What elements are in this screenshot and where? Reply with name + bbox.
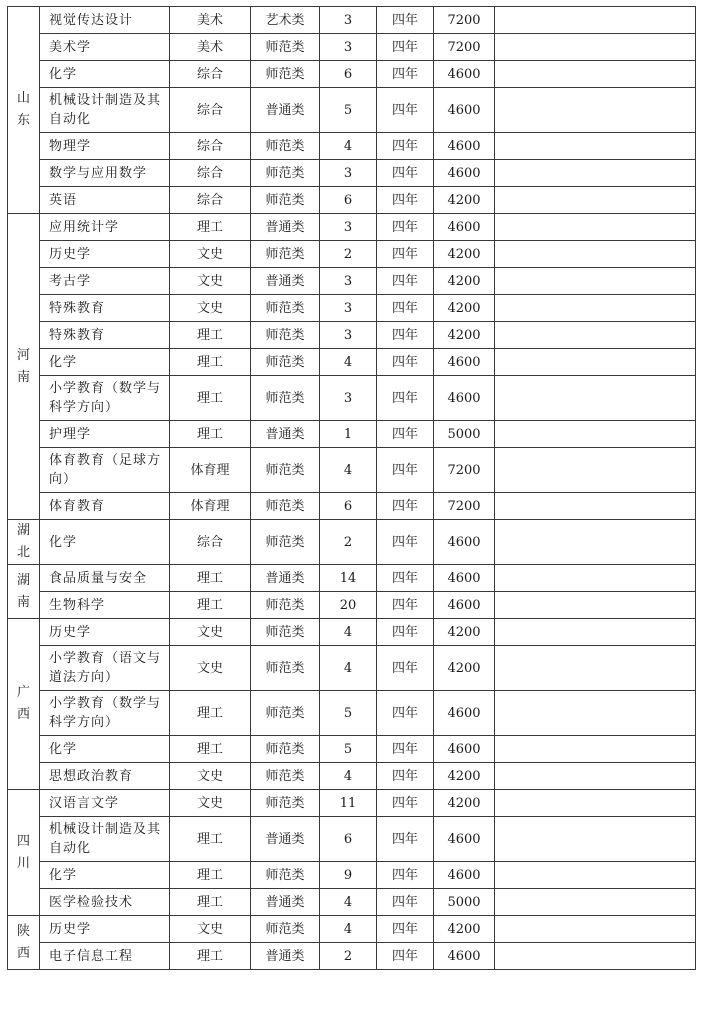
category-cell: 文史 (170, 619, 251, 646)
remarks-cell (495, 520, 696, 565)
table-row (8, 736, 696, 763)
major-cell: 生物科学 (40, 592, 170, 619)
remarks-cell (495, 817, 696, 862)
tuition-fee-cell: 4600 (434, 736, 495, 763)
enrollment-count-cell: 11 (320, 790, 377, 817)
type-cell: 师范类 (251, 241, 320, 268)
enrollment-count-cell: 6 (320, 817, 377, 862)
remarks-cell (495, 916, 696, 943)
table-row (8, 862, 696, 889)
remarks-cell (495, 889, 696, 916)
major-cell: 化学 (40, 862, 170, 889)
category-cell: 理工 (170, 817, 251, 862)
category-cell: 综合 (170, 160, 251, 187)
type-cell: 师范类 (251, 493, 320, 520)
remarks-cell (495, 592, 696, 619)
enrollment-count-cell: 2 (320, 943, 377, 970)
type-cell: 师范类 (251, 736, 320, 763)
tuition-fee-cell: 4600 (434, 592, 495, 619)
enrollment-count-cell: 6 (320, 493, 377, 520)
category-cell: 综合 (170, 61, 251, 88)
table-row (8, 295, 696, 322)
major-cell: 护理学 (40, 421, 170, 448)
remarks-cell (495, 322, 696, 349)
major-cell: 特殊教育 (40, 295, 170, 322)
table-row (8, 916, 696, 943)
enrollment-count-cell: 3 (320, 322, 377, 349)
table-row (8, 592, 696, 619)
major-cell: 美术学 (40, 34, 170, 61)
enrollment-count-cell: 4 (320, 448, 377, 493)
type-cell: 师范类 (251, 646, 320, 691)
type-cell: 普通类 (251, 421, 320, 448)
type-cell: 师范类 (251, 520, 320, 565)
duration-cell: 四年 (377, 61, 434, 88)
tuition-fee-cell: 4600 (434, 943, 495, 970)
table-row (8, 817, 696, 862)
province-label: 河南 (16, 347, 30, 385)
remarks-cell (495, 214, 696, 241)
tuition-fee-cell: 4600 (434, 817, 495, 862)
table-row (8, 268, 696, 295)
table-row (8, 214, 696, 241)
major-cell: 历史学 (40, 916, 170, 943)
major-cell: 化学 (40, 520, 170, 565)
tuition-fee-cell: 4200 (434, 619, 495, 646)
table-row (8, 88, 696, 133)
duration-cell: 四年 (377, 916, 434, 943)
tuition-fee-cell: 4200 (434, 322, 495, 349)
remarks-cell (495, 763, 696, 790)
major-cell: 小学教育（数学与科学方向） (40, 376, 170, 421)
remarks-cell (495, 736, 696, 763)
enrollment-count-cell: 2 (320, 520, 377, 565)
remarks-cell (495, 646, 696, 691)
remarks-cell (495, 295, 696, 322)
table-body (8, 7, 696, 970)
duration-cell: 四年 (377, 889, 434, 916)
duration-cell: 四年 (377, 349, 434, 376)
type-cell: 师范类 (251, 691, 320, 736)
type-cell: 师范类 (251, 763, 320, 790)
enrollment-count-cell: 3 (320, 160, 377, 187)
enrollment-count-cell: 6 (320, 61, 377, 88)
category-cell: 综合 (170, 187, 251, 214)
type-cell: 师范类 (251, 862, 320, 889)
province-cell (8, 7, 40, 214)
type-cell: 师范类 (251, 448, 320, 493)
major-cell: 食品质量与安全 (40, 565, 170, 592)
duration-cell: 四年 (377, 493, 434, 520)
tuition-fee-cell: 7200 (434, 448, 495, 493)
duration-cell: 四年 (377, 943, 434, 970)
tuition-fee-cell: 4600 (434, 214, 495, 241)
category-cell: 文史 (170, 790, 251, 817)
enrollment-count-cell: 14 (320, 565, 377, 592)
category-cell: 理工 (170, 862, 251, 889)
remarks-cell (495, 421, 696, 448)
duration-cell: 四年 (377, 691, 434, 736)
category-cell: 理工 (170, 889, 251, 916)
tuition-fee-cell: 7200 (434, 493, 495, 520)
type-cell: 普通类 (251, 889, 320, 916)
type-cell: 师范类 (251, 349, 320, 376)
major-cell: 机械设计制造及其自动化 (40, 817, 170, 862)
tuition-fee-cell: 4200 (434, 790, 495, 817)
major-cell: 体育教育（足球方向） (40, 448, 170, 493)
province-label: 湖北 (16, 523, 30, 560)
remarks-cell (495, 448, 696, 493)
duration-cell: 四年 (377, 817, 434, 862)
duration-cell: 四年 (377, 592, 434, 619)
enrollment-count-cell: 20 (320, 592, 377, 619)
type-cell: 普通类 (251, 268, 320, 295)
duration-cell: 四年 (377, 520, 434, 565)
category-cell: 理工 (170, 322, 251, 349)
major-cell: 小学教育（语文与道法方向） (40, 646, 170, 691)
tuition-fee-cell: 5000 (434, 421, 495, 448)
duration-cell: 四年 (377, 565, 434, 592)
province-cell (8, 520, 40, 565)
enrollment-count-cell: 9 (320, 862, 377, 889)
enrollment-count-cell: 5 (320, 88, 377, 133)
type-cell: 师范类 (251, 592, 320, 619)
province-cell (8, 619, 40, 790)
table-row (8, 493, 696, 520)
table-row (8, 520, 696, 565)
table-row (8, 349, 696, 376)
major-cell: 特殊教育 (40, 322, 170, 349)
table-row (8, 448, 696, 493)
type-cell: 师范类 (251, 322, 320, 349)
category-cell: 文史 (170, 763, 251, 790)
category-cell: 美术 (170, 34, 251, 61)
category-cell: 理工 (170, 736, 251, 763)
major-cell: 应用统计学 (40, 214, 170, 241)
type-cell: 普通类 (251, 214, 320, 241)
duration-cell: 四年 (377, 187, 434, 214)
table-row (8, 889, 696, 916)
remarks-cell (495, 376, 696, 421)
major-cell: 物理学 (40, 133, 170, 160)
table-row (8, 619, 696, 646)
tuition-fee-cell: 4600 (434, 349, 495, 376)
type-cell: 艺术类 (251, 7, 320, 34)
tuition-fee-cell: 5000 (434, 889, 495, 916)
tuition-fee-cell: 4600 (434, 61, 495, 88)
remarks-cell (495, 241, 696, 268)
table-row (8, 187, 696, 214)
duration-cell: 四年 (377, 88, 434, 133)
tuition-fee-cell: 4200 (434, 268, 495, 295)
category-cell: 综合 (170, 88, 251, 133)
enrollment-count-cell: 3 (320, 376, 377, 421)
remarks-cell (495, 88, 696, 133)
enrollment-count-cell: 2 (320, 241, 377, 268)
province-cell (8, 565, 40, 619)
category-cell: 体育理 (170, 493, 251, 520)
enrollment-count-cell: 4 (320, 133, 377, 160)
remarks-cell (495, 493, 696, 520)
category-cell: 文史 (170, 646, 251, 691)
category-cell: 综合 (170, 520, 251, 565)
category-cell: 理工 (170, 943, 251, 970)
enrollment-count-cell: 3 (320, 34, 377, 61)
category-cell: 理工 (170, 421, 251, 448)
enrollment-count-cell: 6 (320, 187, 377, 214)
tuition-fee-cell: 4600 (434, 133, 495, 160)
enrollment-count-cell: 1 (320, 421, 377, 448)
tuition-fee-cell: 4200 (434, 916, 495, 943)
tuition-fee-cell: 4200 (434, 646, 495, 691)
admissions-plan-table (7, 6, 696, 970)
tuition-fee-cell: 4600 (434, 691, 495, 736)
duration-cell: 四年 (377, 322, 434, 349)
tuition-fee-cell: 4200 (434, 241, 495, 268)
major-cell: 数学与应用数学 (40, 160, 170, 187)
remarks-cell (495, 187, 696, 214)
duration-cell: 四年 (377, 763, 434, 790)
type-cell: 师范类 (251, 916, 320, 943)
remarks-cell (495, 619, 696, 646)
duration-cell: 四年 (377, 7, 434, 34)
remarks-cell (495, 691, 696, 736)
province-label: 陕西 (16, 923, 30, 961)
major-cell: 电子信息工程 (40, 943, 170, 970)
duration-cell: 四年 (377, 862, 434, 889)
category-cell: 理工 (170, 376, 251, 421)
tuition-fee-cell: 4600 (434, 862, 495, 889)
province-cell (8, 916, 40, 970)
duration-cell: 四年 (377, 421, 434, 448)
province-label: 四川 (16, 833, 30, 871)
category-cell: 美术 (170, 7, 251, 34)
major-cell: 历史学 (40, 619, 170, 646)
remarks-cell (495, 862, 696, 889)
enrollment-count-cell: 4 (320, 619, 377, 646)
remarks-cell (495, 34, 696, 61)
type-cell: 师范类 (251, 34, 320, 61)
major-cell: 化学 (40, 349, 170, 376)
category-cell: 文史 (170, 916, 251, 943)
tuition-fee-cell: 4200 (434, 187, 495, 214)
table-row (8, 790, 696, 817)
table-row (8, 421, 696, 448)
tuition-fee-cell: 7200 (434, 34, 495, 61)
table-row (8, 565, 696, 592)
category-cell: 文史 (170, 295, 251, 322)
tuition-fee-cell: 4600 (434, 376, 495, 421)
duration-cell: 四年 (377, 295, 434, 322)
category-cell: 理工 (170, 214, 251, 241)
enrollment-count-cell: 5 (320, 691, 377, 736)
tuition-fee-cell: 7200 (434, 7, 495, 34)
type-cell: 师范类 (251, 61, 320, 88)
type-cell: 师范类 (251, 619, 320, 646)
province-cell (8, 790, 40, 916)
major-cell: 英语 (40, 187, 170, 214)
table-row (8, 34, 696, 61)
enrollment-count-cell: 4 (320, 916, 377, 943)
tuition-fee-cell: 4200 (434, 295, 495, 322)
table-row (8, 691, 696, 736)
duration-cell: 四年 (377, 646, 434, 691)
province-label: 山东 (16, 91, 30, 128)
major-cell: 体育教育 (40, 493, 170, 520)
duration-cell: 四年 (377, 34, 434, 61)
table-row (8, 646, 696, 691)
duration-cell: 四年 (377, 241, 434, 268)
remarks-cell (495, 565, 696, 592)
tuition-fee-cell: 4200 (434, 763, 495, 790)
type-cell: 师范类 (251, 376, 320, 421)
tuition-fee-cell: 4600 (434, 520, 495, 565)
enrollment-count-cell: 3 (320, 214, 377, 241)
table-row (8, 322, 696, 349)
major-cell: 汉语言文学 (40, 790, 170, 817)
type-cell: 普通类 (251, 565, 320, 592)
major-cell: 医学检验技术 (40, 889, 170, 916)
category-cell: 文史 (170, 241, 251, 268)
remarks-cell (495, 943, 696, 970)
remarks-cell (495, 7, 696, 34)
remarks-cell (495, 268, 696, 295)
province-cell (8, 214, 40, 520)
remarks-cell (495, 61, 696, 88)
enrollment-count-cell: 4 (320, 889, 377, 916)
tuition-fee-cell: 4600 (434, 160, 495, 187)
major-cell: 化学 (40, 61, 170, 88)
major-cell: 思想政治教育 (40, 763, 170, 790)
duration-cell: 四年 (377, 376, 434, 421)
table-row (8, 241, 696, 268)
type-cell: 普通类 (251, 817, 320, 862)
category-cell: 理工 (170, 691, 251, 736)
remarks-cell (495, 349, 696, 376)
table-row (8, 7, 696, 34)
type-cell: 师范类 (251, 790, 320, 817)
remarks-cell (495, 160, 696, 187)
enrollment-count-cell: 3 (320, 7, 377, 34)
enrollment-count-cell: 4 (320, 646, 377, 691)
enrollment-count-cell: 3 (320, 295, 377, 322)
major-cell: 小学教育（数学与科学方向） (40, 691, 170, 736)
major-cell: 考古学 (40, 268, 170, 295)
duration-cell: 四年 (377, 790, 434, 817)
duration-cell: 四年 (377, 448, 434, 493)
duration-cell: 四年 (377, 160, 434, 187)
category-cell: 文史 (170, 268, 251, 295)
province-label: 湖南 (16, 572, 30, 610)
table-row (8, 763, 696, 790)
type-cell: 师范类 (251, 160, 320, 187)
enrollment-count-cell: 4 (320, 763, 377, 790)
province-label: 广西 (16, 685, 30, 722)
category-cell: 综合 (170, 133, 251, 160)
duration-cell: 四年 (377, 133, 434, 160)
enrollment-count-cell: 3 (320, 268, 377, 295)
remarks-cell (495, 133, 696, 160)
duration-cell: 四年 (377, 268, 434, 295)
tuition-fee-cell: 4600 (434, 88, 495, 133)
remarks-cell (495, 790, 696, 817)
type-cell: 普通类 (251, 943, 320, 970)
enrollment-count-cell: 5 (320, 736, 377, 763)
type-cell: 师范类 (251, 295, 320, 322)
category-cell: 体育理 (170, 448, 251, 493)
category-cell: 理工 (170, 565, 251, 592)
type-cell: 师范类 (251, 133, 320, 160)
duration-cell: 四年 (377, 619, 434, 646)
major-cell: 视觉传达设计 (40, 7, 170, 34)
table-row (8, 376, 696, 421)
table-row (8, 160, 696, 187)
major-cell: 化学 (40, 736, 170, 763)
tuition-fee-cell: 4600 (434, 565, 495, 592)
category-cell: 理工 (170, 592, 251, 619)
type-cell: 普通类 (251, 88, 320, 133)
table-row (8, 61, 696, 88)
type-cell: 师范类 (251, 187, 320, 214)
category-cell: 理工 (170, 349, 251, 376)
duration-cell: 四年 (377, 736, 434, 763)
duration-cell: 四年 (377, 214, 434, 241)
enrollment-count-cell: 4 (320, 349, 377, 376)
major-cell: 机械设计制造及其自动化 (40, 88, 170, 133)
table-row (8, 133, 696, 160)
table-row (8, 943, 696, 970)
major-cell: 历史学 (40, 241, 170, 268)
